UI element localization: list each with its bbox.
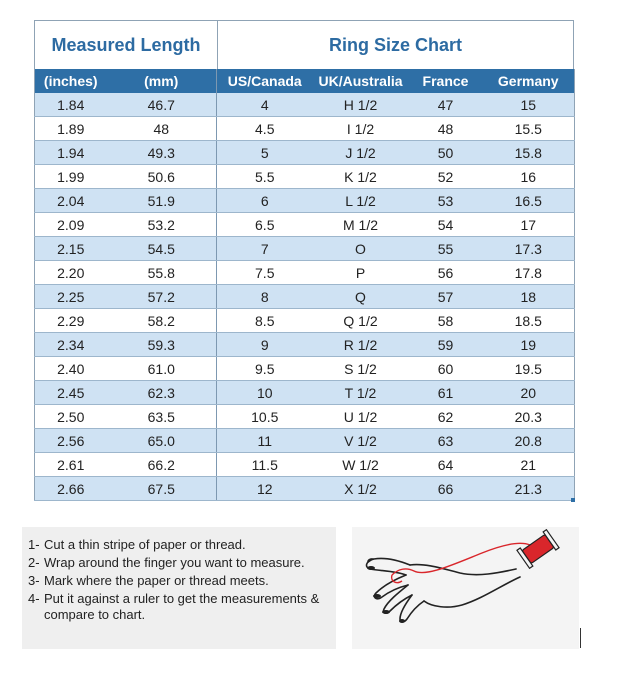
- cell-germany: 19.5: [483, 357, 575, 381]
- cell-inches: 2.25: [35, 285, 107, 309]
- cell-mm: 50.6: [107, 165, 217, 189]
- cell-france: 60: [409, 357, 483, 381]
- cell-mm: 59.3: [107, 333, 217, 357]
- cell-us-canada: 7: [217, 237, 313, 261]
- cell-us-canada: 6.5: [217, 213, 313, 237]
- header-us-canada: US/Canada: [217, 69, 313, 93]
- table-row: [35, 165, 575, 189]
- resize-handle: [571, 498, 575, 502]
- cell-france: 52: [409, 165, 483, 189]
- cell-france: 47: [409, 93, 483, 117]
- cell-us-canada: 11: [217, 429, 313, 453]
- cell-inches: 2.56: [35, 429, 107, 453]
- cell-us-canada: 4.5: [217, 117, 313, 141]
- cell-france: 62: [409, 405, 483, 429]
- cell-uk-australia: Q: [313, 285, 409, 309]
- cell-us-canada: 10: [217, 381, 313, 405]
- header-france: France: [409, 69, 483, 93]
- cell-germany: 15: [483, 93, 575, 117]
- cell-us-canada: 12: [217, 477, 313, 501]
- cell-germany: 17.3: [483, 237, 575, 261]
- cell-uk-australia: X 1/2: [313, 477, 409, 501]
- cell-us-canada: 9.5: [217, 357, 313, 381]
- cell-uk-australia: Q 1/2: [313, 309, 409, 333]
- cell-inches: 1.99: [35, 165, 107, 189]
- header-row: [35, 69, 575, 93]
- cell-germany: 15.5: [483, 117, 575, 141]
- cell-mm: 55.8: [107, 261, 217, 285]
- cell-mm: 65.0: [107, 429, 217, 453]
- table-row: [35, 453, 575, 477]
- step-text: Wrap around the finger you want to measure.: [44, 555, 305, 570]
- instructions-list: [22, 527, 336, 623]
- instruction-step: [28, 537, 336, 553]
- table-row: [35, 429, 575, 453]
- cell-inches: 2.40: [35, 357, 107, 381]
- cell-mm: 63.5: [107, 405, 217, 429]
- instruction-step: [28, 591, 336, 623]
- table-row: [35, 237, 575, 261]
- cell-germany: 19: [483, 333, 575, 357]
- cell-inches: 2.50: [35, 405, 107, 429]
- cell-france: 57: [409, 285, 483, 309]
- cell-inches: 2.34: [35, 333, 107, 357]
- cell-mm: 51.9: [107, 189, 217, 213]
- cell-germany: 17: [483, 213, 575, 237]
- cell-france: 61: [409, 381, 483, 405]
- cell-france: 63: [409, 429, 483, 453]
- cell-france: 58: [409, 309, 483, 333]
- hand-thread-icon: [352, 527, 579, 649]
- instruction-step: [28, 573, 336, 589]
- header-inches: (inches): [35, 69, 107, 93]
- cell-mm: 49.3: [107, 141, 217, 165]
- cell-uk-australia: T 1/2: [313, 381, 409, 405]
- cell-inches: 1.84: [35, 93, 107, 117]
- cell-mm: 67.5: [107, 477, 217, 501]
- cell-germany: 16.5: [483, 189, 575, 213]
- cell-inches: 2.20: [35, 261, 107, 285]
- measured-length-title: Measured Length: [35, 21, 218, 69]
- cell-mm: 46.7: [107, 93, 217, 117]
- table-row: [35, 333, 575, 357]
- cell-us-canada: 8.5: [217, 309, 313, 333]
- cell-mm: 61.0: [107, 357, 217, 381]
- cell-inches: 2.45: [35, 381, 107, 405]
- cell-mm: 66.2: [107, 453, 217, 477]
- cell-uk-australia: O: [313, 237, 409, 261]
- cell-us-canada: 7.5: [217, 261, 313, 285]
- cell-uk-australia: U 1/2: [313, 405, 409, 429]
- table-row: [35, 285, 575, 309]
- cell-germany: 16: [483, 165, 575, 189]
- header-uk-australia: UK/Australia: [313, 69, 409, 93]
- divider-line: [580, 628, 581, 648]
- step-number: 4-: [28, 591, 40, 606]
- cell-france: 59: [409, 333, 483, 357]
- table-row: [35, 141, 575, 165]
- table-row: [35, 189, 575, 213]
- step-number: 3-: [28, 573, 40, 588]
- cell-mm: 54.5: [107, 237, 217, 261]
- table-row: [35, 117, 575, 141]
- cell-us-canada: 5.5: [217, 165, 313, 189]
- instructions-panel: [22, 527, 336, 649]
- header-mm: (mm): [107, 69, 217, 93]
- cell-us-canada: 4: [217, 93, 313, 117]
- table-row: [35, 405, 575, 429]
- cell-uk-australia: P: [313, 261, 409, 285]
- cell-us-canada: 6: [217, 189, 313, 213]
- cell-germany: 15.8: [483, 141, 575, 165]
- cell-uk-australia: K 1/2: [313, 165, 409, 189]
- cell-uk-australia: V 1/2: [313, 429, 409, 453]
- cell-germany: 20.3: [483, 405, 575, 429]
- table-row: [35, 309, 575, 333]
- cell-us-canada: 11.5: [217, 453, 313, 477]
- cell-france: 64: [409, 453, 483, 477]
- table-row: [35, 213, 575, 237]
- cell-mm: 62.3: [107, 381, 217, 405]
- cell-uk-australia: H 1/2: [313, 93, 409, 117]
- instruction-step: [28, 555, 336, 571]
- ring-size-chart-title: Ring Size Chart: [328, 34, 462, 55]
- step-text: Cut a thin stripe of paper or thread.: [44, 537, 246, 552]
- header-germany: Germany: [483, 69, 575, 93]
- cell-uk-australia: M 1/2: [313, 213, 409, 237]
- cell-germany: 21: [483, 453, 575, 477]
- cell-inches: 2.09: [35, 213, 107, 237]
- cell-inches: 2.04: [35, 189, 107, 213]
- cell-france: 48: [409, 117, 483, 141]
- table-row: [35, 477, 575, 501]
- cell-inches: 1.89: [35, 117, 107, 141]
- cell-inches: 2.66: [35, 477, 107, 501]
- cell-mm: 57.2: [107, 285, 217, 309]
- chart-title-row: [34, 20, 574, 69]
- cell-mm: 58.2: [107, 309, 217, 333]
- cell-germany: 20.8: [483, 429, 575, 453]
- cell-uk-australia: W 1/2: [313, 453, 409, 477]
- cell-germany: 17.8: [483, 261, 575, 285]
- ring-size-chart: [34, 20, 574, 501]
- cell-france: 54: [409, 213, 483, 237]
- cell-uk-australia: I 1/2: [313, 117, 409, 141]
- cell-uk-australia: J 1/2: [313, 141, 409, 165]
- step-text: Mark where the paper or thread meets.: [44, 573, 269, 588]
- step-number: 1-: [28, 537, 40, 552]
- cell-mm: 48: [107, 117, 217, 141]
- cell-us-canada: 8: [217, 285, 313, 309]
- cell-germany: 20: [483, 381, 575, 405]
- cell-us-canada: 9: [217, 333, 313, 357]
- cell-france: 56: [409, 261, 483, 285]
- cell-us-canada: 5: [217, 141, 313, 165]
- hand-measuring-illustration: [352, 527, 579, 649]
- table-row: [35, 261, 575, 285]
- cell-france: 55: [409, 237, 483, 261]
- cell-inches: 2.29: [35, 309, 107, 333]
- table-row: [35, 381, 575, 405]
- cell-inches: 2.61: [35, 453, 107, 477]
- cell-france: 66: [409, 477, 483, 501]
- cell-france: 53: [409, 189, 483, 213]
- cell-uk-australia: L 1/2: [313, 189, 409, 213]
- step-number: 2-: [28, 555, 40, 570]
- cell-uk-australia: S 1/2: [313, 357, 409, 381]
- cell-inches: 1.94: [35, 141, 107, 165]
- cell-germany: 21.3: [483, 477, 575, 501]
- cell-uk-australia: R 1/2: [313, 333, 409, 357]
- cell-inches: 2.15: [35, 237, 107, 261]
- table-row: [35, 93, 575, 117]
- cell-germany: 18: [483, 285, 575, 309]
- cell-mm: 53.2: [107, 213, 217, 237]
- size-table: [34, 69, 575, 501]
- cell-germany: 18.5: [483, 309, 575, 333]
- step-text: Put it against a ruler to get the measurements & compare to chart.: [44, 591, 320, 622]
- cell-france: 50: [409, 141, 483, 165]
- cell-us-canada: 10.5: [217, 405, 313, 429]
- table-row: [35, 357, 575, 381]
